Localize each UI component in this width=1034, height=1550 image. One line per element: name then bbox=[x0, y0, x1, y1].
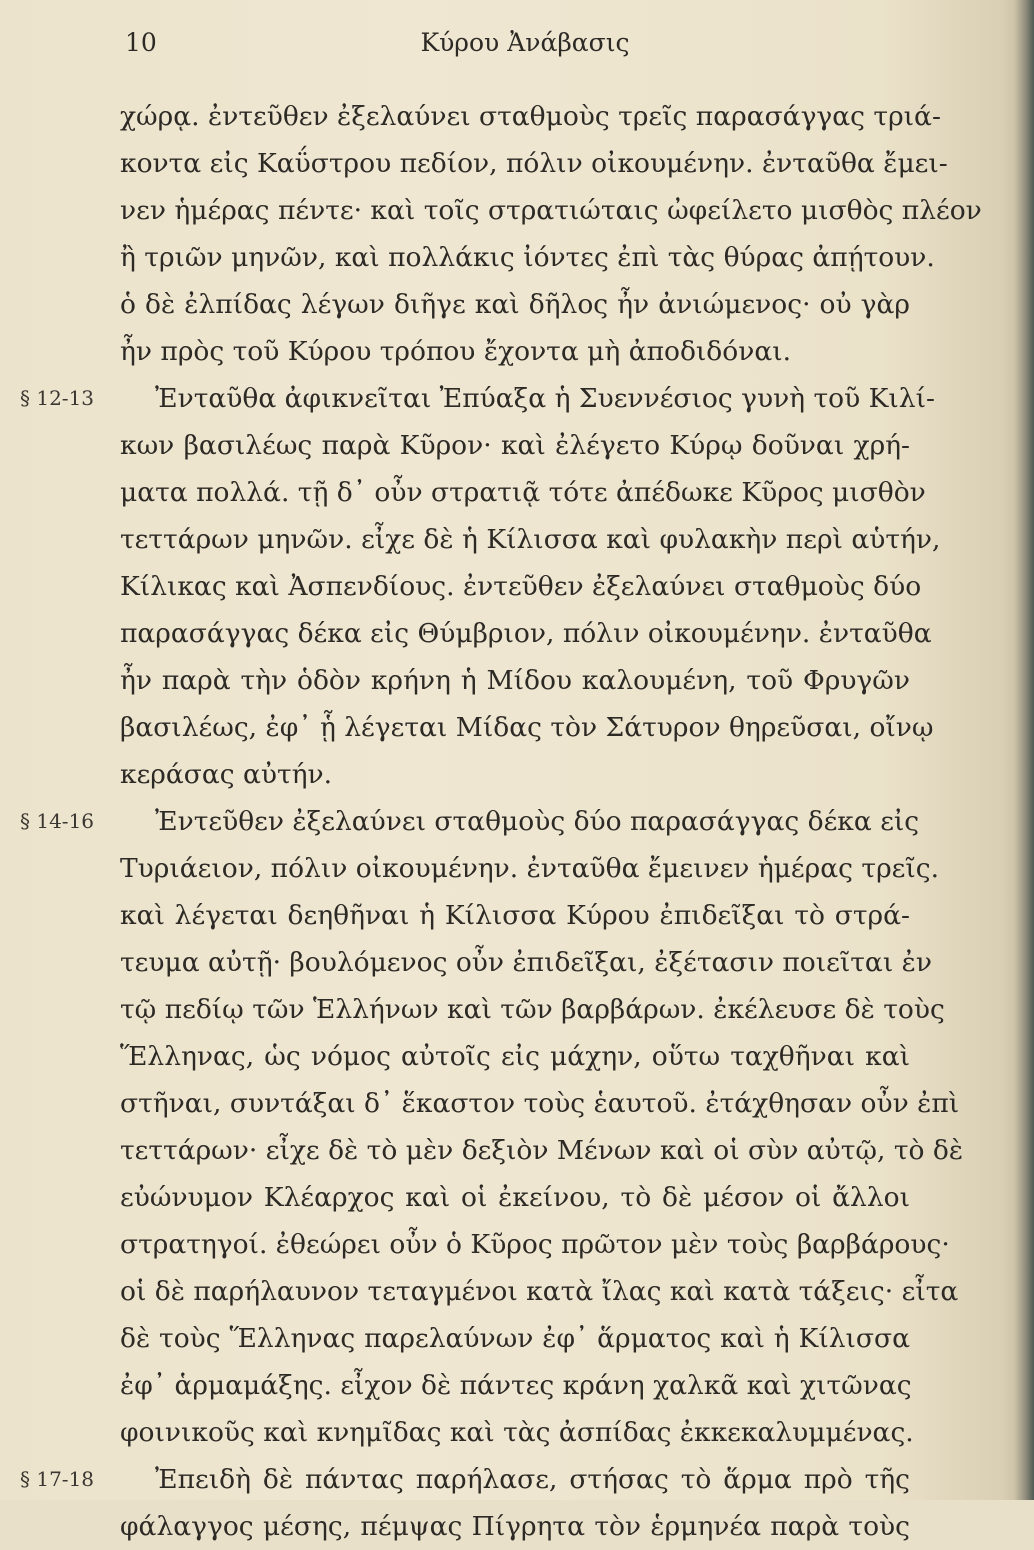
line-text: τεττάρων μηνῶν. εἶχε δὲ ἡ Κίλισσα καὶ φυλακὴν περὶ αὑτήν, bbox=[120, 524, 941, 555]
line-text: φάλαγγος μέσης, πέμψας Πίγρητα τὸν ἑρμηνέα παρὰ τοὺς bbox=[120, 1511, 910, 1542]
line-text: καὶ λέγεται δεηθῆναι ἡ Κίλισσα Κύρου ἐπιδεῖξαι τὸ στρά- bbox=[120, 900, 910, 931]
line-text: κοντα εἰς Καΰστρου πεδίον, πόλιν οἰκουμένην. ἐνταῦθα ἔμει- bbox=[120, 148, 948, 179]
text-line bbox=[0, 798, 1034, 845]
text-line bbox=[0, 375, 1034, 422]
running-title: Κύρου Ἀνάβασις bbox=[420, 28, 630, 57]
line-text: χώρᾳ. ἐντεῦθεν ἐξελαύνει σταθμοὺς τρεῖς παρασάγγας τριά- bbox=[120, 101, 941, 132]
line-text: φοινικοῦς καὶ κνημῖδας καὶ τὰς ἀσπίδας ἐκκεκαλυμμένας. bbox=[120, 1417, 914, 1448]
line-text: ἢ τριῶν μηνῶν, καὶ πολλάκις ἰόντες ἐπὶ τὰς θύρας ἀπῄτουν. bbox=[120, 242, 935, 273]
text-line bbox=[0, 1362, 1034, 1409]
line-text: ἦν πρὸς τοῦ Κύρου τρόπου ἔχοντα μὴ ἀποδιδόναι. bbox=[120, 336, 792, 367]
text-line bbox=[0, 892, 1034, 939]
page-number: 10 bbox=[125, 28, 157, 57]
line-text: στῆναι, συντάξαι δ᾽ ἕκαστον τοὺς ἑαυτοῦ. ἐτάχθησαν οὖν ἐπὶ bbox=[120, 1088, 960, 1119]
line-text: δὲ τοὺς Ἕλληνας παρελαύνων ἐφ᾽ ἅρματος καὶ ἡ Κίλισσα bbox=[120, 1323, 910, 1354]
section-marker: § 17-18 bbox=[20, 1467, 95, 1491]
text-line bbox=[0, 1503, 1034, 1550]
text-line bbox=[0, 187, 1034, 234]
text-line bbox=[0, 845, 1034, 892]
line-text: εὐώνυμον Κλέαρχος καὶ οἱ ἐκείνου, τὸ δὲ μέσον οἱ ἄλλοι bbox=[120, 1182, 910, 1213]
text-line bbox=[0, 1221, 1034, 1268]
text-line bbox=[0, 328, 1034, 375]
text-line bbox=[0, 704, 1034, 751]
line-text: ὁ δὲ ἐλπίδας λέγων διῆγε καὶ δῆλος ἦν ἀνιώμενος· οὐ γὰρ bbox=[120, 289, 910, 320]
line-text: Ἐντεῦθεν ἐξελαύνει σταθμοὺς δύο παρασάγγας δέκα εἰς bbox=[155, 806, 920, 837]
line-text: βασιλέως, ἐφ᾽ ᾗ λέγεται Μίδας τὸν Σάτυρον θηρεῦσαι, οἴνῳ bbox=[120, 712, 934, 743]
line-text: στρατηγοί. ἐθεώρει οὖν ὁ Κῦρος πρῶτον μὲν τοὺς βαρβάρους· bbox=[120, 1229, 950, 1260]
line-text: ματα πολλά. τῇ δ᾽ οὖν στρατιᾷ τότε ἀπέδωκε Κῦρος μισθὸν bbox=[120, 477, 926, 508]
text-line bbox=[0, 234, 1034, 281]
text-line bbox=[0, 422, 1034, 469]
line-text: Τυριάειον, πόλιν οἰκουμένην. ἐνταῦθα ἔμεινεν ἡμέρας τρεῖς. bbox=[120, 853, 940, 884]
line-text: κεράσας αὐτήν. bbox=[120, 759, 333, 790]
text-line bbox=[0, 1127, 1034, 1174]
text-line bbox=[0, 140, 1034, 187]
text-line bbox=[0, 1456, 1034, 1503]
page-header bbox=[0, 22, 1034, 62]
line-text: Ἐπειδὴ δὲ πάντας παρήλασε, στήσας τὸ ἅρμα πρὸ τῆς bbox=[155, 1464, 910, 1495]
text-line bbox=[0, 939, 1034, 986]
text-line bbox=[0, 516, 1034, 563]
section-marker: § 14-16 bbox=[20, 809, 95, 833]
text-line bbox=[0, 1033, 1034, 1080]
text-line bbox=[0, 1315, 1034, 1362]
line-text: Ἕλληνας, ὡς νόμος αὐτοῖς εἰς μάχην, οὕτω ταχθῆναι καὶ bbox=[120, 1041, 910, 1072]
text-line bbox=[0, 93, 1034, 140]
text-line bbox=[0, 1174, 1034, 1221]
line-text: κων βασιλέως παρὰ Κῦρον· καὶ ἐλέγετο Κύρῳ δοῦναι χρή- bbox=[120, 430, 910, 461]
page-edge bbox=[1014, 0, 1034, 1500]
text-line bbox=[0, 751, 1034, 798]
text-line bbox=[0, 1409, 1034, 1456]
line-text: τῷ πεδίῳ τῶν Ἑλλήνων καὶ τῶν βαρβάρων. ἐκέλευσε δὲ τοὺς bbox=[120, 994, 945, 1025]
text-line bbox=[0, 281, 1034, 328]
line-text: Κίλικας καὶ Ἀσπενδίους. ἐντεῦθεν ἐξελαύνει σταθμοὺς δύο bbox=[120, 571, 922, 602]
text-line bbox=[0, 610, 1034, 657]
text-line bbox=[0, 1080, 1034, 1127]
line-text: τευμα αὐτῇ· βουλόμενος οὖν ἐπιδεῖξαι, ἐξέτασιν ποιεῖται ἐν bbox=[120, 947, 932, 978]
line-text: τεττάρων· εἶχε δὲ τὸ μὲν δεξιὸν Μένων καὶ οἱ σὺν αὐτῷ, τὸ δὲ bbox=[120, 1135, 964, 1166]
text-line bbox=[0, 657, 1034, 704]
section-marker: § 12-13 bbox=[20, 386, 95, 410]
body-text bbox=[0, 93, 1034, 1550]
line-text: ἐφ᾽ ἁρμαμάξης. εἶχον δὲ πάντες κράνη χαλκᾶ καὶ χιτῶνας bbox=[120, 1370, 912, 1401]
text-line bbox=[0, 469, 1034, 516]
line-text: παρασάγγας δέκα εἰς Θύμβριον, πόλιν οἰκουμένην. ἐνταῦθα bbox=[120, 618, 932, 649]
line-text: νεν ἡμέρας πέντε· καὶ τοῖς στρατιώταις ὠφείλετο μισθὸς πλέον bbox=[120, 195, 982, 226]
line-text: Ἐνταῦθα ἀφικνεῖται Ἐπύαξα ἡ Συεννέσιος γυνὴ τοῦ Κιλί- bbox=[155, 383, 935, 414]
text-line bbox=[0, 1268, 1034, 1315]
line-text: ἦν παρὰ τὴν ὁδὸν κρήνη ἡ Μίδου καλουμένη, τοῦ Φρυγῶν bbox=[120, 665, 910, 696]
line-text: οἱ δὲ παρήλαυνον τεταγμένοι κατὰ ἴλας καὶ κατὰ τάξεις· εἶτα bbox=[120, 1276, 959, 1307]
text-line bbox=[0, 986, 1034, 1033]
text-line bbox=[0, 563, 1034, 610]
